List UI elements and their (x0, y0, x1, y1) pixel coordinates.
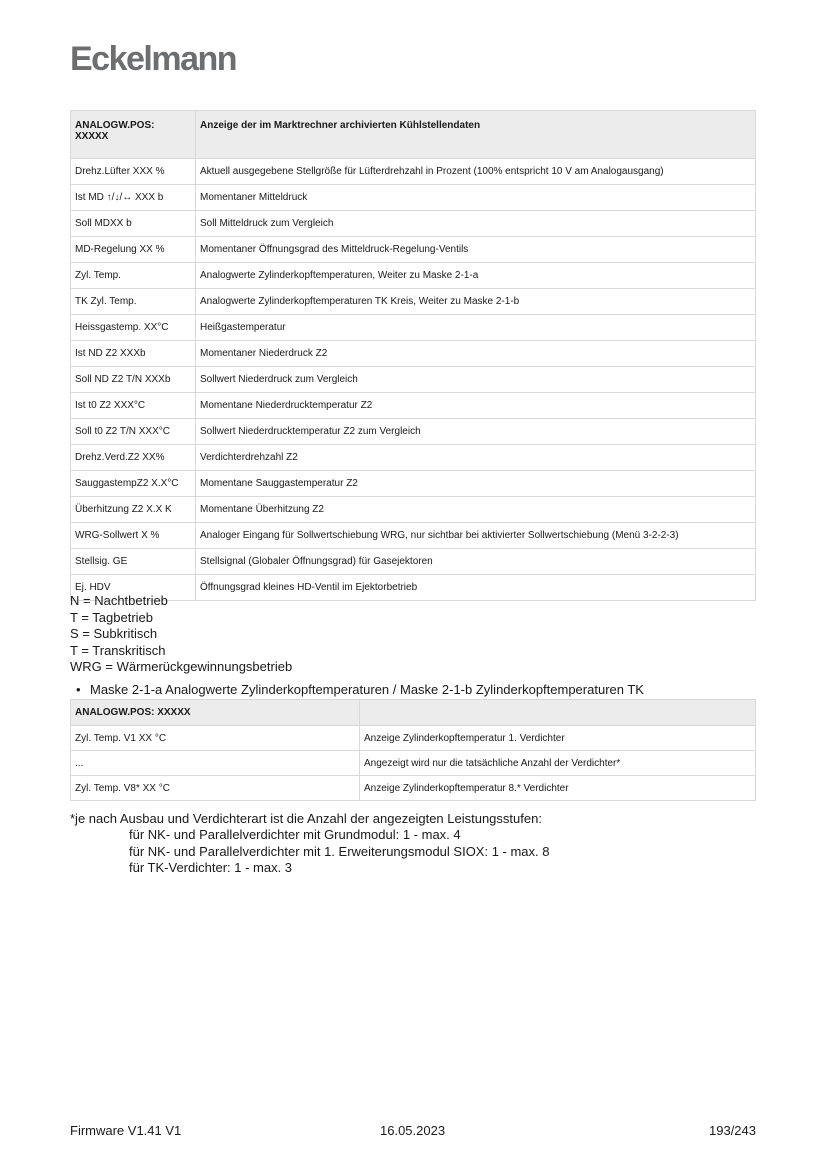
bullet-text: Maske 2-1-a Analogwerte Zylinderkopftemperaturen / Maske 2-1-b Zylinderkopftemperaturen TK (90, 682, 644, 697)
legend-item: WRG = Wärmerückgewinnungsbetrieb (70, 659, 293, 675)
cell-description: Analoger Eingang für Sollwertschiebung WRG, nur sichtbar bei aktivierter Sollwertschiebung (Menü 3-2-2-3) (196, 523, 756, 549)
cell-description: Momentane Niederdrucktemperatur Z2 (196, 393, 756, 419)
footnote-line: *je nach Ausbau und Verdichterart ist die Anzahl der angezeigten Leistungsstufen: (70, 811, 542, 826)
cell-position: Heissgastemp. XX°C (71, 315, 196, 341)
cell-position: ... (71, 751, 360, 776)
table-row (71, 497, 756, 523)
mask-bullet (76, 682, 644, 697)
table-header-row (71, 111, 756, 159)
table-header-row (71, 700, 756, 726)
table-row (71, 393, 756, 419)
cell-position: WRG-Sollwert X % (71, 523, 196, 549)
cell-description: Anzeige Zylinderkopftemperatur 8.* Verdichter (360, 776, 756, 801)
table-row (71, 471, 756, 497)
legend-item: S = Subkritisch (70, 626, 158, 642)
legend-item: T = Tagbetrieb (70, 609, 153, 625)
table-row (71, 341, 756, 367)
cell-position: TK Zyl. Temp. (71, 289, 196, 315)
cell-description: Momentaner Öffnungsgrad des Mitteldruck-Regelung-Ventils (196, 237, 756, 263)
cell-position: Ist t0 Z2 XXX°C (71, 393, 196, 419)
footnote-item: für TK-Verdichter: 1 - max. 3 (129, 860, 293, 876)
table-row (71, 237, 756, 263)
analog-values-table (70, 110, 756, 601)
table-row (71, 776, 756, 801)
cell-position: Soll ND Z2 T/N XXXb (71, 367, 196, 393)
footnote-item: für NK- und Parallelverdichter mit Grundmodul: 1 - max. 4 (129, 827, 461, 843)
footnote-item: für NK- und Parallelverdichter mit 1. Erweiterungsmodul SIOX: 1 - max. 8 (129, 843, 550, 859)
footer-page-number: 193/243 (709, 1123, 756, 1138)
cell-position: Drehz.Lüfter XXX % (71, 159, 196, 185)
cell-position: Zyl. Temp. V8* XX °C (71, 776, 360, 801)
cell-description: Stellsignal (Globaler Öffnungsgrad) für Gasejektoren (196, 549, 756, 575)
cell-position: Stellsig. GE (71, 549, 196, 575)
footer-firmware: Firmware V1.41 V1 (70, 1123, 182, 1138)
cell-description: Angezeigt wird nur die tatsächliche Anzahl der Verdichter* (360, 751, 756, 776)
cell-description: Momentaner Mitteldruck (196, 185, 756, 211)
table-row (71, 726, 756, 751)
cell-position: Überhitzung Z2 X.X K (71, 497, 196, 523)
cell-description: Anzeige Zylinderkopftemperatur 1. Verdichter (360, 726, 756, 751)
legend-item: T = Transkritisch (70, 642, 166, 658)
table-row (71, 445, 756, 471)
cell-description: Momentaner Niederdruck Z2 (196, 341, 756, 367)
table-row (71, 263, 756, 289)
cell-position: Ist MD ↑/↓/↔ XXX b (71, 185, 196, 211)
cell-description: Analogwerte Zylinderkopftemperaturen TK Kreis, Weiter zu Maske 2-1-b (196, 289, 756, 315)
cell-description: Öffnungsgrad kleines HD-Ventil im Ejektorbetrieb (196, 575, 756, 601)
cell-description: Soll Mitteldruck zum Vergleich (196, 211, 756, 237)
cylinder-temp-table (70, 699, 756, 801)
cell-position: Soll MDXX b (71, 211, 196, 237)
cell-position: Drehz.Verd.Z2 XX% (71, 445, 196, 471)
cell-description: Sollwert Niederdrucktemperatur Z2 zum Vergleich (196, 419, 756, 445)
table-row (71, 211, 756, 237)
table-row (71, 549, 756, 575)
cell-position: Soll t0 Z2 T/N XXX°C (71, 419, 196, 445)
bullet-icon: • (76, 682, 81, 697)
abbreviation-legend (70, 593, 292, 676)
cell-position: Ist ND Z2 XXXb (71, 341, 196, 367)
table-row (71, 751, 756, 776)
table-row (71, 523, 756, 549)
cell-description: Verdichterdrehzahl Z2 (196, 445, 756, 471)
table-row (71, 315, 756, 341)
cell-description: Analogwerte Zylinderkopftemperaturen, Weiter zu Maske 2-1-a (196, 263, 756, 289)
cell-position: MD-Regelung XX % (71, 237, 196, 263)
header-cell-description: Anzeige der im Marktrechner archivierten Kühlstellendaten (196, 111, 756, 159)
header-cell-position: ANALOGW.POS: XXXXX (71, 111, 196, 159)
table-row (71, 289, 756, 315)
header-cell-empty (360, 700, 756, 726)
cell-description: Heißgastemperatur (196, 315, 756, 341)
table-row (71, 419, 756, 445)
cell-description: Momentane Überhitzung Z2 (196, 497, 756, 523)
cell-position: Zyl. Temp. (71, 263, 196, 289)
cell-position: SauggastempZ2 X.X°C (71, 471, 196, 497)
legend-item: N = Nachtbetrieb (70, 593, 168, 608)
table-row (71, 159, 756, 185)
cell-description: Sollwert Niederdruck zum Vergleich (196, 367, 756, 393)
header-cell-position: ANALOGW.POS: XXXXX (71, 700, 360, 726)
cell-position: Ej. HDV (71, 575, 196, 601)
footer-date: 16.05.2023 (380, 1123, 446, 1138)
cell-position: Zyl. Temp. V1 XX °C (71, 726, 360, 751)
table-row (71, 367, 756, 393)
cell-description: Aktuell ausgegebene Stellgröße für Lüfterdrehzahl in Prozent (100% entspricht 10 V am Analogausgang) (196, 159, 756, 185)
cell-description: Momentane Sauggastemperatur Z2 (196, 471, 756, 497)
footnote (70, 811, 550, 877)
eckelmann-logo: Eckelmann (70, 40, 237, 78)
table-row (71, 185, 756, 211)
